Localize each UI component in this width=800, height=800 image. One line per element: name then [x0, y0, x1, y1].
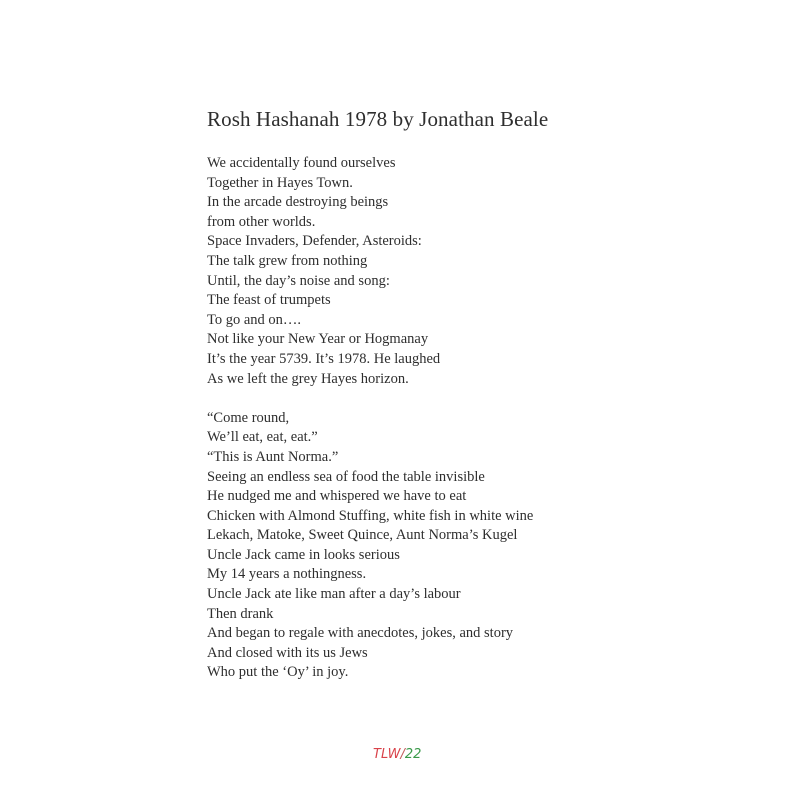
poem-line: Space Invaders, Defender, Asteroids: — [207, 233, 422, 250]
poem-line: Not like your New Year or Hogmanay — [207, 331, 429, 348]
poem-line: As we left the grey Hayes horizon. — [207, 370, 409, 387]
poem-line: Seeing an endless sea of food the table invisible — [207, 468, 485, 485]
poem-line: He nudged me and whispered we have to eat — [207, 488, 467, 505]
poem-line: To go and on…. — [207, 311, 302, 328]
poem-line: The feast of trumpets — [207, 292, 331, 309]
footer-mark-slash: / — [400, 747, 405, 762]
poem-line: The talk grew from nothing — [207, 252, 368, 269]
poem-line: Who put the ‘Oy’ in joy. — [207, 664, 349, 681]
page-footer-mark — [373, 746, 421, 764]
footer-mark-letters: TLW — [373, 747, 401, 762]
poem-line: Uncle Jack came in looks serious — [207, 546, 400, 563]
poem-line: Uncle Jack ate like man after a day’s labour — [207, 586, 461, 603]
poem-line: from other worlds. — [207, 213, 316, 230]
stanza-1 — [207, 154, 767, 389]
poem-line: In the arcade destroying beings — [207, 194, 389, 211]
poem-line: Chicken with Almond Stuffing, white fish in white wine — [207, 507, 534, 524]
poem-line: We accidentally found ourselves — [207, 155, 396, 171]
poem-line: Together in Hayes Town. — [207, 174, 353, 191]
poem-line: And closed with its us Jews — [207, 644, 368, 661]
poem-line: We’ll eat, eat, eat.” — [207, 429, 318, 446]
poem-line: And began to regale with anecdotes, jokes, and story — [207, 625, 514, 642]
poem-line: Then drank — [207, 605, 274, 622]
poem-line: Lekach, Matoke, Sweet Quince, Aunt Norma’s Kugel — [207, 527, 518, 544]
poem — [207, 104, 767, 683]
poem-title: Rosh Hashanah 1978 by Jonathan Beale — [207, 107, 549, 131]
poem-line: “This is Aunt Norma.” — [207, 448, 339, 465]
poem-line: Until, the day’s noise and song: — [207, 272, 390, 289]
poem-line: My 14 years a nothingness. — [207, 566, 367, 583]
footer-page-number: 22 — [404, 747, 422, 762]
poem-line: “Come round, — [207, 409, 290, 426]
stanza-2 — [207, 409, 767, 683]
poem-line: It’s the year 5739. It’s 1978. He laughed — [207, 350, 441, 367]
